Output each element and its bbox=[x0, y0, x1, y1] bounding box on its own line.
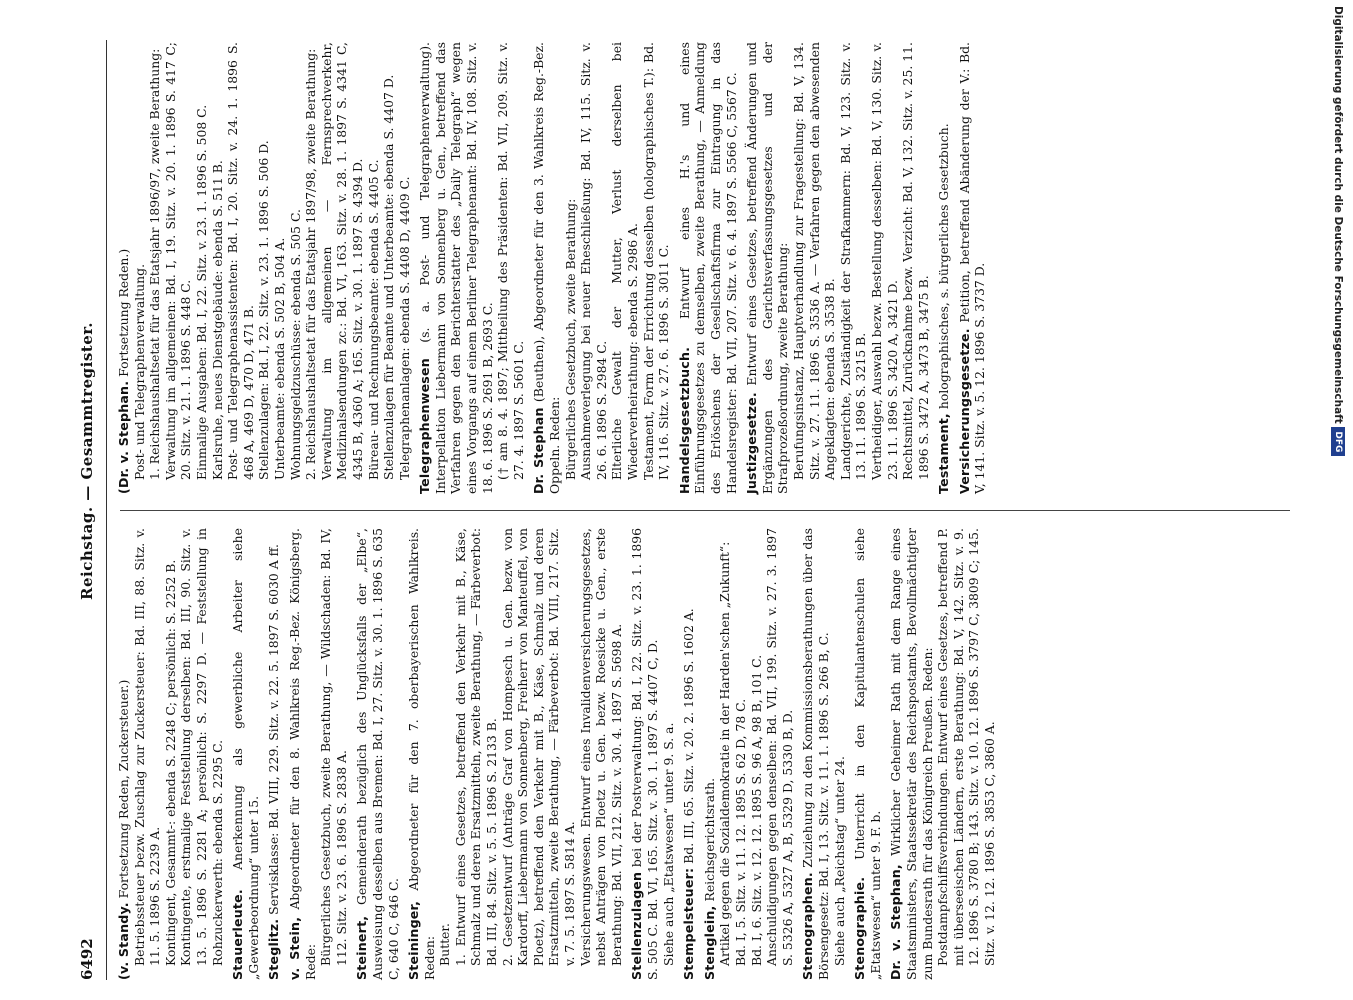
entry-line: Betriebssteuer bezw. Zuschlag zur Zuckersteuer: Bd. III, 88. Sitz. v. 11. 5. 1896 S. 2239 A. bbox=[131, 528, 163, 966]
entry-first-line bbox=[957, 42, 988, 494]
entry-first-line bbox=[354, 528, 401, 980]
entry-first-line bbox=[116, 42, 132, 494]
entry-text: holographisches, s. bürgerliches Gesetzbuch. bbox=[936, 123, 952, 410]
entry-line: Verwaltung im allgemeinen: Bd. I, 19. Sitz. v. 20. 1. 1896 S. 417 C; 20. Sitz. v. 21. 1. 1896 S. 448 C. bbox=[162, 42, 194, 480]
entry-text: Petition, betreffend Abänderung der V.: Bd. V, 141. Sitz. v. 5. 12. 1896 S. 3737 D. bbox=[956, 42, 988, 494]
entry-line: Einmalige Ausgaben: Bd. I, 22. Sitz. v. 23. 1. 1896 S. 508 C. bbox=[193, 104, 209, 480]
entry-head: Dr. v. Stephan, bbox=[888, 864, 904, 980]
entry-head: Dr. Stephan bbox=[531, 407, 547, 494]
entry-head: Steinert, bbox=[354, 915, 370, 980]
entry-line: Bd. I, 6. Sitz. v. 12. 12. 1895 S. 96 A, 98 B, 101 C. bbox=[748, 654, 764, 966]
entry-text: Entwurf eines H.'s und eines Einführungsgesetzes zu demselben, zweite Berathung, — Anmeldung des Erlöschens der Gesellschaftsfirma zur Eintragung in das Handelsregister: Bd. VII, 207. Sitz. v. 6. 4. 1897 S. 5566 C, 5567 C. bbox=[676, 42, 739, 494]
index-entry-stephan-beuthen bbox=[531, 42, 671, 494]
watermark-text-strip bbox=[1327, 6, 1349, 994]
entry-line: Unterbeamte: ebenda S. 502 B, 504 A. bbox=[271, 237, 287, 480]
entry-line: Post- und Telegraphenassistenten: Bd. I, 20. Sitz. v. 24. 1. 1896 S. 468 A, 469 D, 470 D, 471 B. bbox=[225, 42, 256, 480]
entry-text: Fortsetzung Reden.) bbox=[116, 248, 131, 377]
entry-text: Unterricht in den Kapitulantenschulen siehe „Etatswesen“ unter 9. F. b. bbox=[852, 528, 883, 980]
entry-line: Bürgerliches Gesetzbuch, zweite Berathung: bbox=[562, 198, 578, 480]
index-entry-justizgesetze bbox=[744, 42, 931, 494]
index-entry-testament bbox=[936, 42, 952, 494]
entry-text: Abgeordneter für den 8. Wahlkreis Reg.-Bez. Königsberg. Rede: bbox=[286, 528, 318, 980]
entry-head: Telegraphenwesen bbox=[417, 358, 433, 494]
entry-text: Wirklicher Geheimer Rath mit dem Range eines Staatsministers, Staatssekretär des Reichspostamts, Bevollmächtigter zum Bundesrath für das Königreich Preußen. Reden: bbox=[888, 528, 935, 980]
entry-line: Verwaltung im allgemeinen — Fernsprechverkehr, Medizinalsendungen zc.: Bd. VI, 163. Sitz. v. 28. 1. 1897 S. 4341 C, 4345 B, 4360 A; 165. Sitz. v. 30. 1. 1897 S. 4394 D. bbox=[318, 42, 365, 480]
entry-line: Karlsruhe, neues Dienstgebäude: ebenda S. 511 B. bbox=[209, 160, 225, 480]
entry-line: Wohnungsgeldzuschüsse: ebenda S. 505 C. bbox=[287, 209, 303, 480]
index-entry-versicherungsgesetze bbox=[957, 42, 988, 494]
entry-head: Stauerleute. bbox=[230, 889, 246, 980]
entry-line: Testament, Form der Errichtung desselben (holographisches T.): Bd. IV, 116. Sitz. v. 27. 6. 1896 S. 3011 C. bbox=[640, 42, 672, 480]
entry-line: Post- und Telegraphenverwaltung. bbox=[131, 263, 147, 480]
entry-first-line bbox=[417, 42, 495, 494]
page-number: 6492 bbox=[78, 938, 96, 980]
entry-text: Bd. III, 65. Sitz. v. 20. 2. 1896 S. 1602 A. bbox=[681, 608, 697, 864]
entry-first-line bbox=[888, 528, 935, 980]
entry-line: 1. Entwurf eines Gesetzes, betreffend den Verkehr mit B., Käse, Schmalz und deren Ersatzmitteln, zweite Berathung, — Färbeverbot: Bd. III, 84. Sitz. v. 5. 5. 1896 S. 2133 B. bbox=[452, 528, 500, 966]
entry-text: Anerkennung als gewerbliche Arbeiter siehe „Gewerbeordnung“ unter 15. bbox=[230, 528, 261, 980]
index-entry-standh bbox=[116, 528, 225, 980]
entry-first-line bbox=[677, 42, 739, 494]
entry-head: Stenglein, bbox=[701, 905, 717, 980]
entry-line: Versicherungswesen. Entwurf eines Invalidenversicherungsgesetzes, nebst Anträgen von Ploetz u. Gen. bezw. Roesicke u. Gen., erste Berathung: Bd. VII, 212. Sitz. v. 30. 4. 1897 S. 5698 A. bbox=[577, 528, 624, 966]
index-entry-telegraphenwesen bbox=[417, 42, 526, 494]
entry-line: Siehe auch „Etatswesen“ unter 9. S. a. bbox=[660, 722, 676, 966]
entry-head: Stempelsteuer: bbox=[681, 867, 697, 980]
entry-first-line bbox=[230, 528, 261, 980]
left-column bbox=[116, 528, 1002, 980]
entry-head: (v. Standy. bbox=[116, 902, 131, 980]
index-entry-stephan-cont bbox=[116, 42, 412, 494]
entry-head: Testament, bbox=[936, 413, 952, 494]
entry-line: Büreau- und Rechnungsbeamte: ebenda S. 4405 C. bbox=[365, 159, 381, 480]
entry-line: 2. Gesetzentwurf (Anträge Graf von Hompesch u. Gen. bezw. von Kardorff, Liebermann von Sonnenberg, Freiherr von Manteuffel, von Ploetz), betreffend den Verkehr mit B., Käse, Schmalz und deren Ersatzmitteln, zweite Berathung, — Färbeverbot: Bd. VIII, 217. Sitz. v. 7. 5. 1897 S. 5814 A. bbox=[499, 528, 578, 966]
entry-line: Butter. bbox=[437, 923, 453, 966]
entry-first-line bbox=[531, 42, 562, 494]
index-entry-handelsgesetzbuch bbox=[677, 42, 739, 494]
entry-line: Landgerichte, Zuständigkeit der Strafkammern: Bd. V, 123. Sitz. v. 13. 11. 1896 S. 3215 B. bbox=[837, 42, 869, 480]
entry-line: Berufungsinstanz, Hauptverhandlung zur Fragestellung: Bd. V, 134. Sitz. v. 27. 11. 1896 S. 3536 A. — Verfahren gegen den abwesenden Angeklagten: ebenda S. 3538 B. bbox=[790, 42, 838, 480]
entry-first-line bbox=[744, 42, 791, 494]
entry-first-line bbox=[116, 528, 132, 980]
header-rule bbox=[106, 40, 107, 980]
entry-first-line bbox=[287, 528, 318, 980]
running-title: Reichstag. — Gesammtregister. bbox=[78, 322, 96, 600]
index-entry-stauerleute bbox=[230, 528, 261, 980]
index-entry-steininger bbox=[406, 528, 624, 980]
dfg-logo: DFG bbox=[1331, 427, 1345, 456]
running-head bbox=[78, 40, 104, 980]
entry-first-line bbox=[681, 528, 697, 980]
index-entry-steglitz bbox=[266, 528, 282, 980]
entry-line: († am 8. 4. 1897; Mittheilung des Präsidenten: Bd. VII, 209. Sitz. v. 27. 4. 1897 S. 5601 C. bbox=[495, 42, 526, 480]
index-entry-stellenzulagen bbox=[629, 528, 676, 980]
index-entry-stenographen bbox=[800, 528, 847, 980]
index-entry-stein bbox=[287, 528, 349, 980]
entry-text: Zuziehung zu den Kommissionsberathungen über das Börsengesetz: Bd. I, 13. Sitz. v. 11. 1. 1896 S. 266 B, C. bbox=[800, 528, 831, 980]
dfg-watermark bbox=[1327, 6, 1349, 994]
entry-first-line bbox=[266, 528, 282, 980]
entry-head: Stenographen. bbox=[800, 872, 816, 980]
entry-head: Steininger, bbox=[406, 900, 422, 980]
entry-head: v. Stein, bbox=[286, 916, 302, 980]
entry-text: (s. a. Post- und Telegraphenverwaltung). Interpellation Liebermann von Sonnenberg u. Gen., betreffend das Verfahren gegen den Berichterstatter des „Daily Telegraph“ wegen eines Vorgangs auf einem Berliner Telegraphenamt: Bd. IV, 108. Sitz. v. 18. 6. 1896 S. 2691 B, 2693 C. bbox=[417, 42, 495, 494]
right-column bbox=[116, 42, 993, 494]
index-entry-stenographie bbox=[852, 528, 883, 980]
entry-head: Handelsgesetzbuch. bbox=[676, 346, 692, 494]
entry-line: Postdampfschiffsverbindungen. Entwurf eines Gesetzes, betreffend P. mit überseeischen Ländern, erste Berathung: Bd. V, 142. Sitz. v. 9. 12. 1896 S. 3780 B; 143. Sitz. v. 10. 12. 1896 S. 3797 C, 3809 C; 145. Sitz. v. 12. 12. 1896 S. 3853 C, 3860 A. bbox=[935, 528, 997, 966]
entry-line: 2. Reichshaushaltsetat für das Etatsjahr 1897/98, zweite Berathung: bbox=[303, 48, 319, 480]
entry-line: Bd. I, 5. Sitz. v. 11. 12. 1895 S. 62 D, 78 C. bbox=[732, 698, 748, 966]
index-entry-steinert bbox=[354, 528, 401, 980]
entry-line: Ausnahmeverlegung bei neuer Eheschließung: Bd. IV, 115. Sitz. v. 26. 6. 1896 S. 2984 C. bbox=[578, 42, 609, 480]
index-entry-stenglein bbox=[702, 528, 796, 980]
entry-head: Steglitz. bbox=[266, 918, 282, 980]
entry-first-line bbox=[936, 42, 952, 494]
entry-head: Justizgesetze. bbox=[744, 392, 760, 494]
entry-line: Bürgerliches Gesetzbuch, zweite Berathung, — Wildschaden: Bd. IV, 112. Sitz. v. 23. 6. 1896 S. 2838 A. bbox=[318, 528, 349, 966]
index-entry-stephan bbox=[888, 528, 997, 980]
column-divider bbox=[120, 510, 1290, 511]
entry-text: bei der Postverwaltung: Bd. I, 22. Sitz. v. 23. 1. 1896 S. 505 C. Bd. VI, 165. Sitz. v. 30. 1. 1897 S. 4407 C, D. bbox=[629, 528, 660, 980]
entry-first-line bbox=[702, 528, 718, 980]
watermark-text: Digitalisierung gefördert durch die Deutsche Forschungsgemeinschaft bbox=[1332, 6, 1344, 424]
entry-first-line bbox=[852, 528, 883, 980]
entry-line: Elterliche Gewalt der Mutter, Verlust derselben bei Wiederverheirathung: ebenda S. 2986 A. bbox=[609, 42, 640, 480]
rotated-page bbox=[50, 40, 1310, 980]
entry-line: Kontingent, Gesammt-: ebenda S. 2248 C; persönlich: S. 2252 B. bbox=[162, 559, 178, 966]
entry-text: Servisklasse: Bd. VIII, 229. Sitz. v. 22. 5. 1897 S. 6030 A ff. bbox=[266, 544, 282, 915]
entry-line: Stellenzulagen für Beamte und Unterbeamte: ebenda S. 4407 D. bbox=[381, 74, 397, 480]
entry-text: Gemeinderath bezüglich des Unglücksfalls der „Elbe“, Ausweisung desselben aus Bremen: Bd. I, 27. Sitz. v. 30. 1. 1896 S. 635 C, 640 C, 646 C. bbox=[354, 528, 401, 980]
entry-text: (Beuthen), Abgeordneter für den 3. Wahlkreis Reg.-Bez. Oppeln. Reden: bbox=[531, 42, 563, 494]
entry-head: (Dr. v. Stephan. bbox=[116, 380, 131, 494]
entry-text: Abgeordneter für den 7. oberbayerischen Wahlkreis. Reden: bbox=[406, 528, 437, 980]
entry-head: Stellenzulagen bbox=[629, 871, 645, 980]
entry-head: Stenographie. bbox=[852, 876, 868, 980]
entry-line: 1. Reichshaushaltsetat für das Etatsjahr 1896/97, zweite Berathung: bbox=[147, 48, 163, 480]
entry-text: Reichsgerichtsrath. bbox=[701, 777, 717, 902]
entry-first-line bbox=[629, 528, 660, 980]
entry-line: Siehe auch „Reichstag“ unter 24. bbox=[831, 756, 847, 966]
entry-line: Kontingente, erstmalige Feststellung derselben: Bd. III, 90. Sitz. v. 13. 5. 1896 S. 2281 A; persönlich: S. 2297 D. — Feststellung in Rohzuckerwerth: ebenda S. 2295 C. bbox=[178, 528, 225, 966]
entry-line: Artikel gegen die Sozialdemokratie in der Harden'schen „Zukunft“: bbox=[717, 541, 733, 966]
index-entry-stempelsteuer bbox=[681, 528, 697, 980]
entry-first-line bbox=[406, 528, 437, 980]
entry-text: Fortsetzung Reden, Zuckersteuer.) bbox=[116, 679, 131, 899]
entry-line: Rechtsmittel, Zurücknahme bezw. Verzicht: Bd. V, 132. Sitz. v. 25. 11. 1896 S. 3472 A, 3473 B, 3475 B. bbox=[900, 42, 931, 480]
entry-line: Stellenzulagen: Bd. I, 22. Sitz. v. 23. 1. 1896 S. 506 D. bbox=[256, 140, 272, 480]
entry-line: Anschuldigungen gegen denselben: Bd. VII, 199. Sitz. v. 27. 3. 1897 S. 5326 A, 5327 A, B, 5329 D, 5330 B, D. bbox=[764, 528, 795, 966]
entry-text: Entwurf eines Gesetzes, betreffend Änderungen und Ergänzungen des Gerichtsverfassungsgesetzes und der Strafprozeßordnung, zweite Berathung: bbox=[744, 42, 791, 494]
entry-head: Versicherungsgesetze. bbox=[956, 328, 972, 494]
entry-first-line bbox=[800, 528, 831, 980]
entry-line: Telegraphenanlagen: ebenda S. 4408 D, 4409 C. bbox=[396, 176, 412, 480]
entry-line: Vertheidiger, Auswahl bezw. Bestellung desselben: Bd. V, 130. Sitz. v. 23. 11. 1896 S. 3420 A, 3421 D. bbox=[868, 42, 900, 480]
